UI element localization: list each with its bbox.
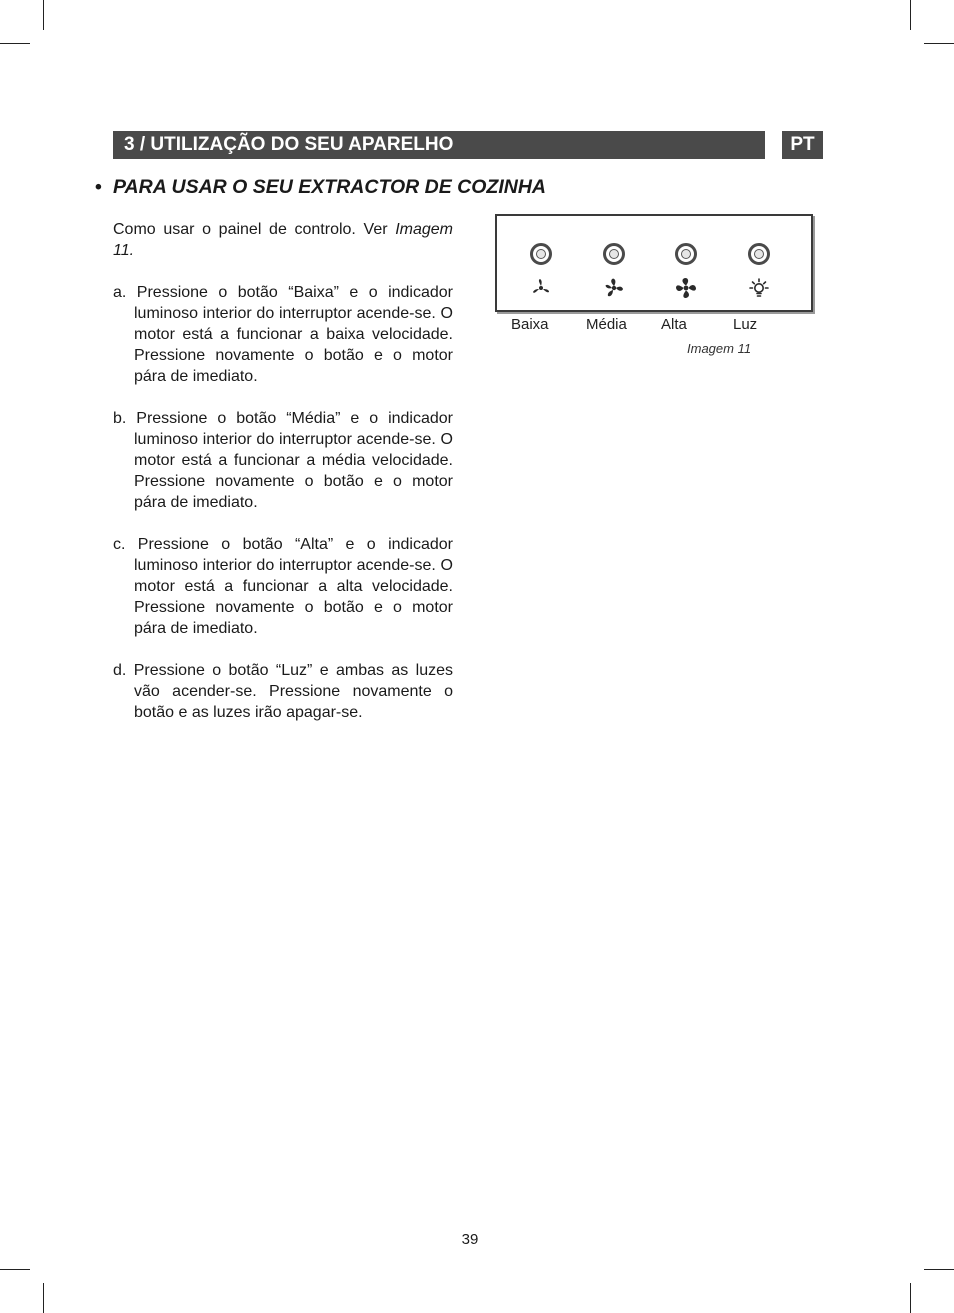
light-bulb-icon <box>748 277 770 299</box>
intro-paragraph: Como usar o painel de controlo. Ver Imagem 11. <box>113 221 453 259</box>
step-d: d. Pressione o botão “Luz” e ambas as luzes vão acender-se. Pressione novamente o botão e as luzes irão apagar-se. <box>113 662 453 721</box>
crop-mark <box>924 43 954 44</box>
button-indicator-light <box>748 243 770 265</box>
language-badge: PT <box>782 131 823 159</box>
bullet: • <box>95 176 102 198</box>
fan-high-icon <box>675 277 697 299</box>
label-high: Alta <box>661 316 687 333</box>
page-number: 39 <box>461 1231 479 1248</box>
chapter-title: 3 / UTILIZAÇÃO DO SEU APARELHO <box>113 131 765 159</box>
figure-reference: Imagem 11. <box>113 221 453 259</box>
figure-caption: Imagem 11 <box>687 341 752 356</box>
crop-mark <box>0 43 30 44</box>
label-low: Baixa <box>511 316 549 333</box>
crop-mark <box>43 1283 44 1313</box>
section-heading-text: PARA USAR O SEU EXTRACTOR DE COZINHA <box>113 176 546 198</box>
section-heading <box>95 174 695 200</box>
label-light: Luz <box>733 316 758 333</box>
control-panel-figure <box>495 214 813 312</box>
fan-low-icon <box>530 277 552 299</box>
button-indicator-medium <box>603 243 625 265</box>
crop-mark <box>910 1283 911 1313</box>
step-b: b. Pressione o botão “Média” e o indicador luminoso interior do interruptor acende-se. O motor está a funcionar a média velocidade. Pressione novamente o botão e o motor pára de imediato. <box>113 410 453 511</box>
instructions-column <box>113 219 453 744</box>
crop-mark <box>910 0 911 30</box>
crop-mark <box>924 1269 954 1270</box>
step-a: a. Pressione o botão “Baixa” e o indicador luminoso interior do interruptor acende-se. O motor está a funcionar a baixa velocidade. Pressione novamente o botão e o motor pára de imediato. <box>113 284 453 385</box>
button-indicator-high <box>675 243 697 265</box>
crop-mark <box>0 1269 30 1270</box>
step-c: c. Pressione o botão “Alta” e o indicador luminoso interior do interruptor acende-se. O motor está a funcionar a alta velocidade. Pressione novamente o botão e o motor pára de imediato. <box>113 536 453 637</box>
label-medium: Média <box>586 316 627 333</box>
button-indicator-low <box>530 243 552 265</box>
fan-medium-icon <box>603 277 625 299</box>
crop-mark <box>43 0 44 30</box>
